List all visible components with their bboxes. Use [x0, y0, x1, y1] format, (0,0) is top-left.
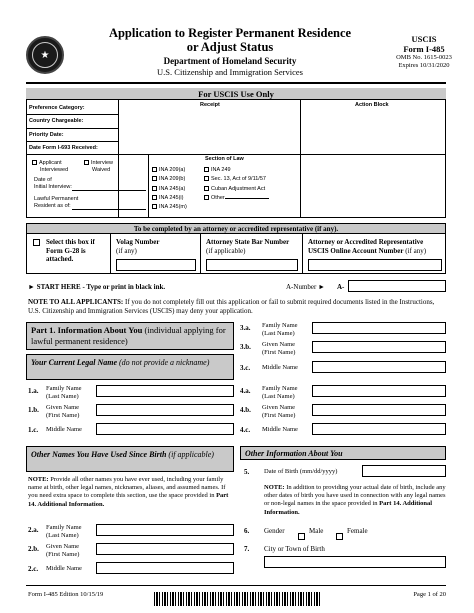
- title-line-1: Application to Register Permanent Residence: [108, 26, 352, 40]
- receipt-label: Receipt: [200, 102, 220, 108]
- note-text: If you do not completely fill out this application or fail to submit required documents listed in the Instructions, U.S. Citizenship and Immigration Services (USCIS) may deny your application.: [28, 298, 435, 315]
- checkbox[interactable]: [204, 195, 209, 200]
- field-label: Middle Name: [46, 426, 82, 433]
- other-family-name-input[interactable]: [96, 524, 234, 536]
- label: Family Name: [46, 385, 82, 392]
- divider: [300, 100, 301, 218]
- city-row: [244, 545, 325, 554]
- field-number: 4.b.: [240, 406, 251, 414]
- label: (First Name): [262, 412, 296, 419]
- legal-name-title: Your Current Legal Name: [31, 358, 118, 367]
- checkbox[interactable]: [152, 176, 157, 181]
- gender-female-option[interactable]: [336, 527, 343, 545]
- g28-label: [46, 238, 95, 264]
- header-rule: [26, 82, 446, 84]
- field-label: [46, 524, 96, 540]
- checkbox[interactable]: [152, 186, 157, 191]
- other-names-title: Other Names You Have Used Since Birth: [31, 450, 167, 459]
- field-label: Middle Name: [46, 565, 82, 572]
- note-all-applicants: [28, 298, 446, 315]
- form-id-block: [385, 34, 463, 70]
- law-option[interactable]: [204, 185, 269, 194]
- other-field-line[interactable]: [225, 198, 269, 199]
- checkbox[interactable]: [32, 160, 37, 165]
- bar-number-label: [206, 238, 289, 255]
- law-option[interactable]: [152, 185, 187, 194]
- online-account-label: [308, 238, 426, 255]
- label: INA 209(b): [159, 176, 186, 183]
- gender-male-option[interactable]: [298, 527, 305, 545]
- law-option[interactable]: [204, 194, 269, 203]
- divider: [118, 100, 119, 218]
- family-name-4a-input[interactable]: [312, 385, 446, 397]
- label: Family Name: [262, 322, 298, 329]
- footer-rule: [26, 585, 446, 586]
- divider: [302, 234, 303, 274]
- divider: [148, 154, 149, 218]
- field-number: 4.c.: [240, 426, 251, 434]
- label: Interviewed: [40, 167, 69, 173]
- representative-bar: To be completed by an attorney or accredited representative (if any).: [26, 223, 446, 234]
- note-other-names: NOTE: Provide all other names you have ever used, including your family name at birth, other legal names, nicknames, aliases, and assumed names. If you need extra space to complete this section, use the space provided in Part 14. Additional Information.: [28, 476, 229, 508]
- field-number: 2.a.: [28, 526, 39, 534]
- label: INA 245(i): [159, 194, 184, 201]
- date-i693: Date Form I-693 Received:: [29, 145, 98, 151]
- other-info-section: [240, 446, 446, 460]
- other-info-title: Other Information About You: [245, 449, 343, 458]
- field-label: [262, 341, 312, 357]
- other-names-hint: (if applicable): [166, 450, 214, 459]
- label: Resident as of:: [34, 203, 71, 209]
- label: Given Name: [46, 404, 80, 411]
- omb-number: OMB No. 1615-0023: [396, 54, 452, 61]
- start-here: ► START HERE - Type or print in black ink.: [28, 283, 166, 291]
- department: Department of Homeland Security: [163, 56, 297, 66]
- legal-name-section: [26, 354, 234, 380]
- uscis-use-title: For USCIS Use Only: [26, 88, 446, 100]
- given-name-4b-input[interactable]: [312, 404, 446, 416]
- field-number: 1.c.: [28, 426, 39, 434]
- barcode: [154, 592, 320, 606]
- bar-number-input[interactable]: [206, 259, 298, 271]
- label: Volag Number: [116, 238, 160, 246]
- divider: [26, 141, 118, 142]
- label: Family Name: [262, 385, 298, 392]
- part1-title-bold: Part 1. Information About You: [31, 325, 143, 335]
- field-number: 3.b.: [240, 343, 251, 351]
- label: (Last Name): [262, 393, 295, 400]
- city-input[interactable]: [264, 556, 446, 568]
- title-line-2: or Adjust Status: [186, 40, 274, 54]
- other-names-section: [26, 446, 234, 472]
- checkbox[interactable]: [152, 167, 157, 172]
- note-dob: NOTE: In addition to providing your actual date of birth, include any other dates of birth you have used in connection with any legal names or non-legal names in the space provided in Part 14. Additional Information.: [264, 484, 446, 516]
- a-number-label: A-Number ►: [286, 283, 326, 291]
- eagle-icon: ★: [32, 42, 58, 68]
- city-label: City or Town of Birth: [264, 545, 325, 553]
- applicant-interviewed: [32, 160, 68, 174]
- hint: (if any): [405, 246, 427, 255]
- country-chargeable: Country Chargeable:: [29, 118, 84, 124]
- law-right-list: [204, 166, 269, 203]
- divider: [26, 154, 446, 155]
- label: (First Name): [46, 551, 80, 558]
- label: Attorney State Bar Number: [206, 238, 290, 246]
- label: Family Name: [46, 524, 82, 531]
- law-option[interactable]: [152, 203, 187, 212]
- volag-label: [116, 238, 160, 255]
- label: Given Name: [262, 404, 296, 411]
- priority-date: Priority Date:: [29, 132, 64, 138]
- field-label: [262, 385, 312, 401]
- label: (First Name): [46, 412, 80, 419]
- middle-name-4c-input[interactable]: [312, 423, 446, 435]
- family-name-3a-input[interactable]: [312, 322, 446, 334]
- footer-edition: Form I-485 Edition 10/15/19: [28, 591, 104, 598]
- action-block-label: Action Block: [355, 102, 389, 108]
- field-number: 7.: [244, 545, 250, 553]
- agency: U.S. Citizenship and Immigration Services: [157, 67, 303, 77]
- label: USCIS Online Account Number: [308, 246, 404, 255]
- label: Date of: [34, 177, 52, 183]
- volag-input[interactable]: [116, 259, 196, 271]
- dhs-seal: [26, 36, 64, 74]
- field-label: Middle Name: [262, 364, 298, 371]
- field-line[interactable]: [72, 209, 146, 210]
- label: INA 209(a): [159, 167, 186, 173]
- field-number: 3.c.: [240, 364, 251, 372]
- label: (Last Name): [46, 532, 79, 539]
- label: Sec. 13, Act of 9/11/57: [211, 176, 266, 183]
- other-given-name-input[interactable]: [96, 543, 234, 555]
- note-bold: NOTE:: [28, 476, 49, 483]
- checkbox[interactable]: [204, 167, 209, 172]
- field-label: [262, 322, 312, 338]
- female-checkbox[interactable]: [336, 533, 343, 540]
- label: INA 245(m): [159, 204, 187, 211]
- note-part: Part 14. Additional Information: [264, 500, 433, 516]
- law-option[interactable]: [204, 175, 269, 184]
- field-number: 5.: [244, 468, 250, 476]
- expiration: Expires 10/31/2020: [398, 62, 450, 69]
- checkbox[interactable]: [152, 195, 157, 200]
- legal-name-hint: (do not provide a nickname): [117, 358, 210, 367]
- gender-row: [244, 527, 285, 536]
- g28-checkbox[interactable]: [33, 239, 40, 246]
- interview-waived: [84, 160, 113, 174]
- note-bold: NOTE:: [264, 484, 285, 491]
- divider: [110, 234, 111, 274]
- field-number: 2.b.: [28, 545, 39, 553]
- a-number-input[interactable]: [348, 280, 446, 292]
- checkbox[interactable]: [204, 176, 209, 181]
- label: (First Name): [262, 349, 296, 356]
- a-number-prefix: A-: [337, 283, 345, 291]
- law-left-list: [152, 166, 187, 212]
- label: Other: [211, 194, 225, 201]
- law-option[interactable]: [152, 166, 187, 175]
- label: INA 249: [211, 167, 231, 173]
- lawful-pr-date: [34, 196, 78, 210]
- law-option[interactable]: [152, 194, 187, 203]
- field-label: [46, 385, 96, 401]
- middle-name-3c-input[interactable]: [312, 361, 446, 373]
- law-option[interactable]: [152, 175, 187, 184]
- given-name-3b-input[interactable]: [312, 341, 446, 353]
- field-label: [46, 404, 96, 420]
- form-number: Form I-485: [403, 44, 445, 54]
- other-middle-name-input[interactable]: [96, 562, 234, 574]
- divider: [200, 234, 201, 274]
- part1-title-rest: (individual applying for lawful permanent residence): [31, 325, 226, 346]
- note-text: In addition to providing your actual date of birth, include any other dates of birth you have used in connection with any legal names or non-legal names in the space provided in: [264, 484, 446, 508]
- law-option[interactable]: [204, 166, 269, 175]
- hint: (if any): [116, 246, 137, 255]
- field-number: 2.c.: [28, 565, 39, 573]
- label: Waived: [92, 167, 111, 173]
- agency-short: USCIS: [411, 34, 437, 44]
- label: INA 245(a): [159, 185, 186, 192]
- label: Initial Interview:: [34, 184, 72, 190]
- label: attached.: [46, 255, 74, 263]
- hint: (if applicable): [206, 246, 246, 255]
- field-number: 1.a.: [28, 387, 39, 395]
- divider: [26, 128, 118, 129]
- note-bold: NOTE TO ALL APPLICANTS:: [28, 298, 124, 306]
- checkbox[interactable]: [84, 160, 89, 165]
- label: Lawful Permanent: [34, 196, 79, 202]
- dob-row: [244, 468, 338, 477]
- footer-page: Page 1 of 20: [413, 591, 446, 598]
- checkbox[interactable]: [152, 204, 157, 209]
- part1-title: [26, 322, 234, 350]
- male-label: Male: [309, 527, 324, 535]
- label: Given Name: [262, 341, 296, 348]
- field-label: Middle Name: [262, 426, 298, 433]
- family-name-input[interactable]: [96, 385, 234, 397]
- middle-name-input[interactable]: [96, 423, 234, 435]
- label: (Last Name): [46, 393, 79, 400]
- field-label: [46, 543, 96, 559]
- label: Applicant: [39, 160, 62, 166]
- field-number: 1.b.: [28, 406, 39, 414]
- field-line[interactable]: [72, 190, 146, 191]
- label: (Last Name): [262, 330, 295, 337]
- divider: [26, 114, 118, 115]
- label: Interview: [91, 160, 114, 166]
- field-number: 6.: [244, 527, 250, 535]
- form-title: [80, 26, 380, 54]
- dob-label: Date of Birth (mm/dd/yyyy): [264, 468, 338, 475]
- field-label: [262, 404, 312, 420]
- dob-input[interactable]: [362, 465, 446, 477]
- field-number: 4.a.: [240, 387, 251, 395]
- note-text: Provide all other names you have ever used, including your family name at birth, other legal names, nicknames, aliases, and assumed names. If you need extra space to complete this section, use the space provided in: [28, 476, 226, 500]
- field-number: 3.a.: [240, 324, 251, 332]
- checkbox[interactable]: [204, 186, 209, 191]
- gender-label: Gender: [264, 527, 285, 535]
- section-of-law: Section of Law: [205, 156, 244, 162]
- online-account-input[interactable]: [308, 259, 442, 271]
- label: Given Name: [46, 543, 80, 550]
- label: Select this box if: [46, 238, 95, 246]
- label: Cuban Adjustment Act: [211, 185, 266, 192]
- given-name-input[interactable]: [96, 404, 234, 416]
- label: Form G-28 is: [46, 246, 86, 255]
- date-initial-interview: [34, 177, 72, 191]
- note-part: Part 14. Additional Information: [28, 492, 229, 508]
- female-label: Female: [347, 527, 368, 535]
- male-checkbox[interactable]: [298, 533, 305, 540]
- label: Attorney or Accredited Representative: [308, 238, 424, 246]
- preference-category: Preference Category:: [29, 105, 85, 111]
